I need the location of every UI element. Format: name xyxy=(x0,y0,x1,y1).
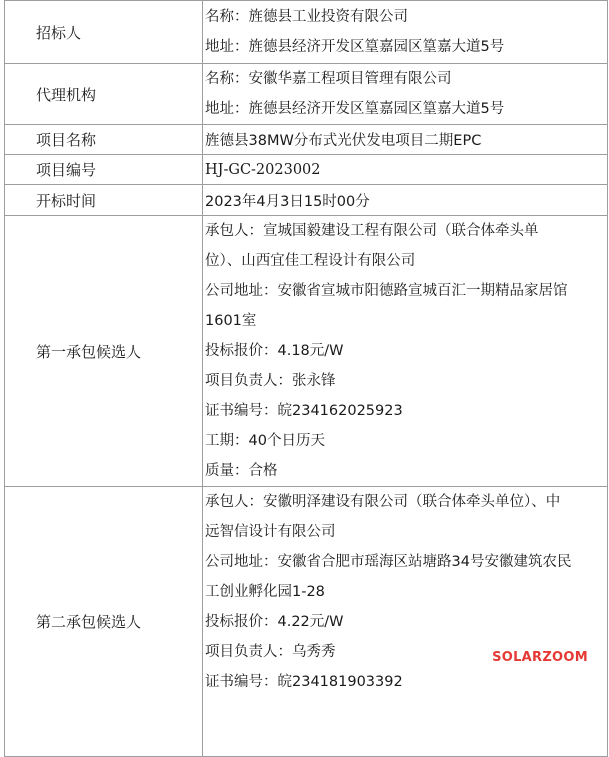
row-label: 项目编号 xyxy=(5,155,203,185)
table-row xyxy=(5,185,608,216)
tenderer-info xyxy=(203,1,608,64)
first-candidate-line: 公司地址：安徽省宣城市阳德路宣城百汇一期精品家居馆 xyxy=(205,283,568,299)
table-row xyxy=(5,1,608,64)
project-name-value: 旌德县38MW分布式光伏发电项目二期EPC xyxy=(203,125,608,155)
row-label: 招标人 xyxy=(5,1,203,64)
table-row xyxy=(5,216,608,487)
first-candidate-line: 证书编号：皖234162025923 xyxy=(205,403,403,419)
row-label: 第二承包候选人 xyxy=(5,487,203,757)
first-candidate-line: 承包人：宣城国毅建设工程有限公司（联合体牵头单 xyxy=(205,223,539,239)
agency-info xyxy=(203,64,608,125)
first-candidate-line: 项目负责人：张永锋 xyxy=(205,373,336,389)
table-row xyxy=(5,64,608,125)
second-candidate-line: 项目负责人：乌秀秀 xyxy=(205,644,336,660)
agency-name: 名称：安徽华嘉工程项目管理有限公司 xyxy=(205,71,452,87)
second-candidate-line: 承包人：安徽明泽建设有限公司（联合体牵头单位）、中 xyxy=(205,494,561,510)
second-candidate-line: 公司地址：安徽省合肥市瑶海区站塘路34号安徽建筑农民 xyxy=(205,554,572,570)
bid-result-table xyxy=(4,0,608,757)
table-row xyxy=(5,125,608,155)
agency-address: 地址：旌德县经济开发区篁嘉园区篁嘉大道5号 xyxy=(205,101,505,117)
tenderer-name: 名称：旌德县工业投资有限公司 xyxy=(205,9,408,25)
second-candidate-line: 工创业孵化园1-28 xyxy=(205,584,325,600)
table-row xyxy=(5,155,608,185)
second-candidate-line: 证书编号：皖234181903392 xyxy=(205,674,403,690)
first-candidate-info xyxy=(203,216,608,487)
row-label: 第一承包候选人 xyxy=(5,216,203,487)
watermark-logo: SOLARZOOM xyxy=(492,650,588,665)
second-candidate-line: 远智信设计有限公司 xyxy=(205,524,336,540)
first-candidate-line: 位）、山西宜佳工程设计有限公司 xyxy=(205,253,416,269)
row-label: 开标时间 xyxy=(5,185,203,216)
row-label: 项目名称 xyxy=(5,125,203,155)
second-candidate-line: 投标报价：4.22元/W xyxy=(205,614,344,630)
project-code-value: HJ-GC-2023002 xyxy=(203,155,608,185)
second-candidate-info xyxy=(203,487,608,757)
table-row xyxy=(5,487,608,757)
first-candidate-line: 质量：合格 xyxy=(205,463,278,479)
first-candidate-line: 投标报价：4.18元/W xyxy=(205,343,344,359)
first-candidate-line: 工期：40个日历天 xyxy=(205,433,325,449)
row-label: 代理机构 xyxy=(5,64,203,125)
tenderer-address: 地址：旌德县经济开发区篁嘉园区篁嘉大道5号 xyxy=(205,39,505,55)
first-candidate-line: 1601室 xyxy=(205,313,257,329)
open-time-value: 2023年4月3日15时00分 xyxy=(203,185,608,216)
